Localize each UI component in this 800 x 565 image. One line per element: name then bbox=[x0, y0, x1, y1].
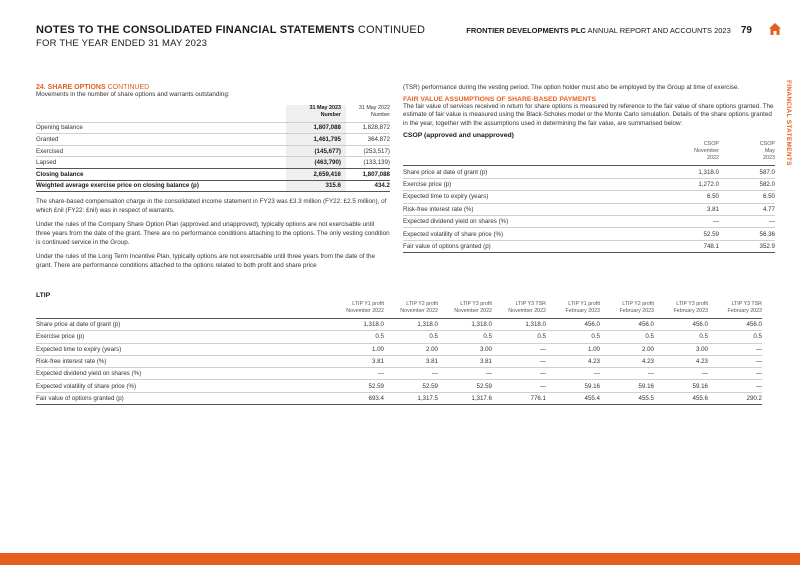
table-row bbox=[36, 343, 762, 355]
ltip-heading: LTIP bbox=[36, 292, 51, 299]
cell-value: 2.00 bbox=[600, 343, 654, 355]
row-label: Exercise price (p) bbox=[36, 331, 330, 343]
cell-value: 52.59 bbox=[384, 380, 438, 392]
column-header: LTIP Y1 profit November 2022 bbox=[346, 301, 384, 314]
column-header: LTIP Y2 profit February 2023 bbox=[619, 301, 654, 314]
row-label: Expected time to expiry (years) bbox=[403, 191, 663, 203]
page-number: 79 bbox=[740, 25, 752, 36]
table-row bbox=[36, 134, 390, 146]
footer-bar bbox=[0, 553, 800, 565]
csop-assumptions-table bbox=[403, 141, 775, 253]
cell-value: 0.5 bbox=[384, 331, 438, 343]
paragraph-compensation-charge: The share-based compensation charge in the consolidated income statement in FY23 was £3.3 million (FY22: £2.5 million), of which £nil (FY22: £nil) was in respect of warrants. bbox=[36, 198, 387, 214]
right-column bbox=[403, 84, 775, 253]
paragraph-ltip-rules: Under the rules of the Long Term Incentive Plan, typically options are not exercisable until three years from the date of the grant. There are performance conditions attached to the options related to both profit and share price bbox=[36, 253, 376, 269]
cell-value: — bbox=[546, 368, 600, 380]
cell-value: 776.1 bbox=[492, 392, 546, 404]
cell-value: — bbox=[719, 215, 775, 227]
cell-value: 6.50 bbox=[719, 191, 775, 203]
cell-value: — bbox=[600, 368, 654, 380]
cell-value: 1,317.6 bbox=[438, 392, 492, 404]
table-row bbox=[36, 331, 762, 343]
cell-value: — bbox=[492, 368, 546, 380]
section-intro: Movements in the number of share options and warrants outstanding: bbox=[36, 91, 230, 98]
row-label: Risk-free interest rate (%) bbox=[36, 355, 330, 367]
row-label: Expected volatility of share price (%) bbox=[36, 380, 330, 392]
cell-value: — bbox=[492, 380, 546, 392]
cell-value: 1,807,088 bbox=[346, 168, 390, 180]
cell-value: 3.81 bbox=[663, 203, 719, 215]
cell-value: 0.5 bbox=[438, 331, 492, 343]
row-label: Exercise price (p) bbox=[403, 178, 663, 190]
cell-value: 290.2 bbox=[708, 392, 762, 404]
cell-value: 59.16 bbox=[654, 380, 708, 392]
cell-value: 315.6 bbox=[286, 180, 346, 192]
cell-value: 693.4 bbox=[330, 392, 384, 404]
row-label: Opening balance bbox=[36, 122, 286, 134]
column-header: LTIP Y2 profit November 2022 bbox=[400, 301, 438, 314]
cell-value: 1,318.0 bbox=[384, 319, 438, 331]
row-label: Lapsed bbox=[36, 157, 286, 169]
cell-value: 2.00 bbox=[384, 343, 438, 355]
column-header: LTIP Y3 profit November 2022 bbox=[454, 301, 492, 314]
report-label bbox=[466, 25, 752, 36]
cell-value: — bbox=[663, 215, 719, 227]
table-row bbox=[403, 203, 775, 215]
row-label: Expected dividend yield on shares (%) bbox=[403, 215, 663, 227]
cell-value: — bbox=[708, 355, 762, 367]
cell-value: — bbox=[492, 355, 546, 367]
page-subtitle: FOR THE YEAR ENDED 31 MAY 2023 bbox=[36, 38, 208, 49]
left-column bbox=[36, 84, 390, 270]
table-row bbox=[403, 191, 775, 203]
cell-value: (133,139) bbox=[346, 157, 390, 169]
ltip-section bbox=[36, 292, 762, 405]
cell-value: 0.5 bbox=[492, 331, 546, 343]
cell-value: 1,318.0 bbox=[330, 319, 384, 331]
side-tab-financial-statements[interactable]: FINANCIAL STATEMENTS bbox=[785, 80, 792, 166]
table-row bbox=[36, 368, 762, 380]
table-row bbox=[403, 166, 775, 178]
page-title bbox=[36, 24, 425, 37]
section-title-text: 24. SHARE OPTIONS bbox=[36, 84, 106, 91]
cell-value: 456.0 bbox=[600, 319, 654, 331]
cell-value: 0.5 bbox=[600, 331, 654, 343]
page-header bbox=[36, 24, 425, 50]
cell-value: 456.0 bbox=[546, 319, 600, 331]
cell-value: — bbox=[384, 368, 438, 380]
company-name: FRONTIER DEVELOPMENTS PLC bbox=[466, 26, 586, 35]
row-label: Expected dividend yield on shares (%) bbox=[36, 368, 330, 380]
column-header: LTIP Y3 profit February 2023 bbox=[673, 301, 708, 314]
column-header: LTIP Y3 TSR February 2023 bbox=[727, 301, 762, 314]
cell-value: — bbox=[654, 368, 708, 380]
cell-value: 0.5 bbox=[654, 331, 708, 343]
cell-value: 52.59 bbox=[663, 228, 719, 240]
section-title-suffix: CONTINUED bbox=[107, 84, 150, 91]
table-row bbox=[36, 319, 762, 331]
page-title-suffix: CONTINUED bbox=[357, 24, 426, 36]
cell-value: 1.00 bbox=[330, 343, 384, 355]
cell-value: 1,318.0 bbox=[663, 166, 719, 178]
row-label: Share price at date of grant (p) bbox=[36, 319, 330, 331]
table-row bbox=[36, 157, 390, 169]
cell-value: 748.1 bbox=[663, 240, 719, 252]
row-label: Expected volatility of share price (%) bbox=[403, 228, 663, 240]
table-row bbox=[36, 355, 762, 367]
cell-value: 455.5 bbox=[600, 392, 654, 404]
cell-value: 434.2 bbox=[346, 180, 390, 192]
table-header-row bbox=[36, 301, 762, 319]
cell-value: — bbox=[708, 343, 762, 355]
cell-value: — bbox=[492, 343, 546, 355]
cell-value: 4.23 bbox=[546, 355, 600, 367]
ltip-table-body bbox=[36, 319, 762, 405]
header-blank bbox=[403, 141, 663, 166]
cell-value: 3.81 bbox=[438, 355, 492, 367]
table-row bbox=[403, 178, 775, 190]
table-row bbox=[403, 228, 775, 240]
paragraph-csop-rules: Under the rules of the Company Share Option Plan (approved and unapproved), typically options are not exercisable until three years from the date of the grant. There are no performance conditions attaching to the options. The only vesting condition is continued service in the Group. bbox=[36, 221, 390, 246]
cell-value: (463,790) bbox=[286, 157, 346, 169]
header-blank bbox=[36, 301, 330, 319]
row-label: Expected time to expiry (years) bbox=[36, 343, 330, 355]
cell-value: 587.0 bbox=[719, 166, 775, 178]
share-options-movements-table bbox=[36, 105, 390, 193]
cell-value: 6.50 bbox=[663, 191, 719, 203]
column-header: CSOP November 2022 bbox=[694, 141, 719, 162]
cell-value: 3.81 bbox=[384, 355, 438, 367]
cell-value: — bbox=[330, 368, 384, 380]
cell-value: 59.16 bbox=[600, 380, 654, 392]
cell-value: (253,517) bbox=[346, 145, 390, 157]
cell-value: 1,807,088 bbox=[286, 122, 346, 134]
table-header-row bbox=[403, 141, 775, 166]
cell-value: 4.77 bbox=[719, 203, 775, 215]
cell-value: 456.0 bbox=[654, 319, 708, 331]
cell-value: 1,318.0 bbox=[438, 319, 492, 331]
table-row bbox=[36, 392, 762, 404]
cell-value: — bbox=[708, 368, 762, 380]
table-row bbox=[36, 122, 390, 134]
cell-value: 352.9 bbox=[719, 240, 775, 252]
column-header: 31 May 2023 Number bbox=[286, 105, 346, 123]
cell-value: 1,318.0 bbox=[492, 319, 546, 331]
fair-value-text: The fair value of services received in return for share options is measured by reference to the fair value of share options granted. The estimate of fair value is measured using the Black-Scholes model or the Monte Carlo simulation. Details of the share options granted in the year, together with the assumptions used in determining the fair value, are summarised below: bbox=[403, 102, 774, 127]
cell-value: 3.00 bbox=[654, 343, 708, 355]
cell-value: 59.16 bbox=[546, 380, 600, 392]
cell-value: 455.6 bbox=[654, 392, 708, 404]
table-row bbox=[403, 215, 775, 227]
cell-value: 2,659,416 bbox=[286, 168, 346, 180]
table-header-row bbox=[36, 105, 390, 123]
fair-value-heading: FAIR VALUE ASSUMPTIONS OF SHARE-BASED PAYMENTS bbox=[403, 95, 596, 103]
row-label: Weighted average exercise price on closing balance (p) bbox=[36, 180, 286, 192]
paragraph-continuation: (TSR) performance during the vesting period. The option holder must also be employed by the Group at time of exercise. bbox=[403, 84, 740, 91]
ltip-assumptions-table bbox=[36, 301, 762, 405]
column-header: LTIP Y3 TSR November 2022 bbox=[508, 301, 546, 314]
row-label: Risk-free interest rate (%) bbox=[403, 203, 663, 215]
row-label: Share price at date of grant (p) bbox=[403, 166, 663, 178]
cell-value: 0.5 bbox=[546, 331, 600, 343]
cell-value: 52.59 bbox=[438, 380, 492, 392]
row-label: Exercised bbox=[36, 145, 286, 157]
cell-value: 0.5 bbox=[330, 331, 384, 343]
cell-value: 4.23 bbox=[600, 355, 654, 367]
row-label: Fair value of options granted (p) bbox=[36, 392, 330, 404]
cell-value: — bbox=[708, 380, 762, 392]
cell-value: 455.4 bbox=[546, 392, 600, 404]
csop-heading: CSOP (approved and unapproved) bbox=[403, 132, 514, 140]
column-header: LTIP Y1 profit February 2023 bbox=[565, 301, 600, 314]
cell-value: 56.36 bbox=[719, 228, 775, 240]
cell-value: 4.23 bbox=[654, 355, 708, 367]
table-row bbox=[36, 380, 762, 392]
row-label: Closing balance bbox=[36, 168, 286, 180]
cell-value: 1,317.5 bbox=[384, 392, 438, 404]
cell-value: 52.59 bbox=[330, 380, 384, 392]
home-icon[interactable] bbox=[768, 22, 782, 36]
cell-value: — bbox=[438, 368, 492, 380]
table-row-total bbox=[36, 168, 390, 180]
cell-value: 364,872 bbox=[346, 134, 390, 146]
cell-value: 1.00 bbox=[546, 343, 600, 355]
cell-value: 1,272.0 bbox=[663, 178, 719, 190]
table-row-total bbox=[36, 180, 390, 192]
row-label: Fair value of options granted (p) bbox=[403, 240, 663, 252]
cell-value: 0.5 bbox=[708, 331, 762, 343]
table-row bbox=[36, 145, 390, 157]
cell-value: 456.0 bbox=[708, 319, 762, 331]
header-blank bbox=[36, 105, 286, 123]
row-label: Granted bbox=[36, 134, 286, 146]
table-row bbox=[403, 240, 775, 252]
cell-value: 582.0 bbox=[719, 178, 775, 190]
column-header: 31 May 2022 Number bbox=[358, 104, 390, 118]
page-title-text: NOTES TO THE CONSOLIDATED FINANCIAL STATEMENTS bbox=[36, 24, 355, 36]
cell-value: (145,677) bbox=[286, 145, 346, 157]
cell-value: 3.81 bbox=[330, 355, 384, 367]
column-header: CSOP May 2023 bbox=[759, 141, 775, 162]
cell-value: 1,461,795 bbox=[286, 134, 346, 146]
cell-value: 3.00 bbox=[438, 343, 492, 355]
section-title bbox=[36, 84, 390, 91]
report-name: ANNUAL REPORT AND ACCOUNTS 2023 bbox=[587, 26, 731, 35]
cell-value: 1,828,872 bbox=[346, 122, 390, 134]
